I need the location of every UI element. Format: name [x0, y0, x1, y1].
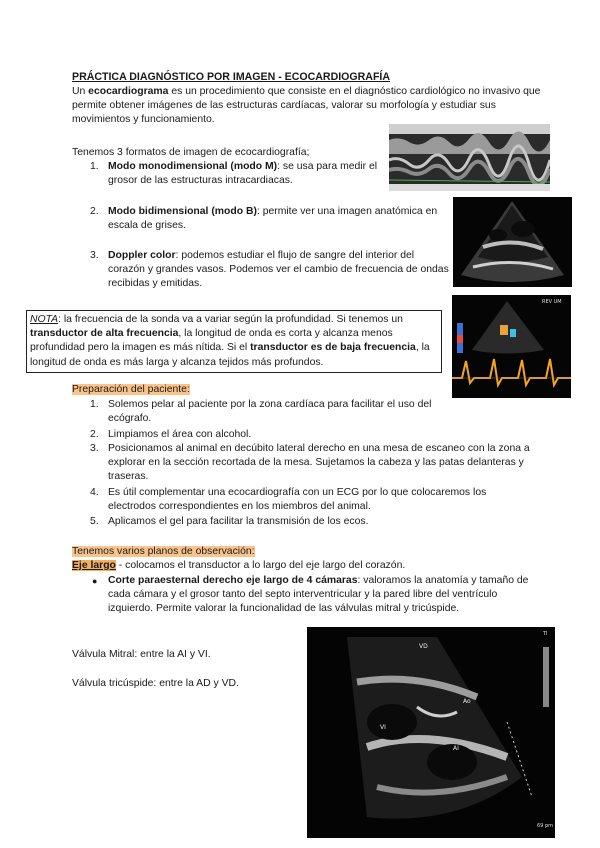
format-bold: Modo bidimensional (modo B)	[108, 206, 257, 217]
echo-long-axis-image	[307, 627, 555, 838]
format-item-2	[90, 205, 455, 233]
label-ai: AI	[453, 745, 459, 752]
label-depth: 69 pm	[537, 823, 553, 829]
prep-num: 4.	[90, 487, 99, 498]
planes-heading-text: Tenemos varios planos de observación:	[72, 546, 255, 557]
prep-num: 1.	[90, 399, 99, 410]
prep-item-2	[90, 428, 530, 442]
label-vd: VD	[419, 643, 428, 650]
format-item-3	[90, 249, 450, 292]
label-vi: VI	[380, 724, 386, 731]
bullet-bold: Corte paraesternal derecho eje largo de 4 cámaras	[108, 575, 358, 586]
formats-lead: Tenemos 3 formatos de imagen de ecocardiografía;	[72, 147, 310, 158]
format-text: : se usa para medir el grosor de las estructuras intracardiacas.	[108, 161, 378, 187]
format-text: : permite ver una imagen anatómica en escala de grises.	[108, 206, 438, 232]
prep-text: Posicionamos al animal en decúbito lateral derecho en una mesa de escaneo con la zona a explorar en la sección recortada de la mesa. Sujetamos la cabeza y las patas delanteras y traseras.	[108, 443, 530, 483]
format-bold: Doppler color	[108, 250, 176, 261]
prep-text: Solemos pelar al paciente por la zona cardíaca para facilitar el uso del ecógrafo.	[108, 399, 432, 425]
prep-item-1	[90, 398, 460, 426]
doppler-header-label: REV UM	[542, 299, 562, 305]
prep-heading-text: Preparación del paciente:	[72, 384, 190, 395]
note-text-2: , la longitud de onda es corta y alcanza menos profundidad pero la imagen es más nítida. Si el	[30, 328, 393, 354]
planes-heading	[72, 545, 255, 559]
note-bold-1: transductor de alta frecuencia	[30, 328, 179, 340]
label-top: TI	[543, 631, 548, 637]
intro-term: ecocardiograma	[88, 86, 169, 97]
intro-rest: es un procedimiento que consiste en el diagnóstico cardiológico no invasivo que permite obtener imágenes de las estructuras cardíacas, valorar su morfología y estudiar sus movimientos y funcionamiento.	[72, 86, 541, 126]
prep-text: Es útil complementar una ecocardiografía con un ECG por lo que colocaremos los electrodos correspondientes en los miembros del animal.	[108, 487, 487, 513]
prep-item-4	[90, 486, 530, 514]
doppler-graphic	[452, 295, 571, 398]
prep-num: 2.	[90, 429, 99, 440]
echo-graphic	[307, 627, 555, 838]
plane-bullet	[92, 574, 532, 617]
format-num: 1.	[90, 161, 99, 172]
axis-line	[72, 559, 532, 573]
valve-mitral: Válvula Mitral: entre la AI y VI.	[72, 649, 211, 660]
prep-text: Aplicamos el gel para facilitar la transmisión de los ecos.	[108, 516, 369, 527]
note-label: NOTA	[30, 314, 59, 325]
note-text-3: , la longitud de onda es más larga y alcanza tejidos más profundos.	[30, 342, 430, 368]
doppler-image	[452, 295, 571, 398]
m-mode-graphic	[389, 124, 550, 191]
m-mode-image	[389, 124, 550, 191]
valve-tricuspid: Válvula tricúspide: entre la AD y VD.	[72, 678, 239, 689]
prep-heading	[72, 383, 190, 397]
prep-num: 5.	[90, 516, 99, 527]
intro-prefix: Un	[72, 86, 89, 97]
format-item-1	[90, 160, 380, 188]
prep-item-5	[90, 515, 530, 529]
label-ao: Ao	[463, 698, 471, 705]
format-bold: Modo monodimensional (modo M)	[108, 161, 278, 172]
note-bold-2: transductor es de baja frecuencia	[250, 342, 416, 354]
b-mode-graphic	[453, 197, 572, 287]
page-title: PRÁCTICA DIAGNÓSTICO POR IMAGEN - ECOCARDIOGRAFÍA	[72, 71, 391, 83]
prep-text: Limpiamos el área con alcohol.	[108, 429, 252, 440]
format-num: 3.	[90, 250, 99, 261]
bullet-dot-icon: ●	[92, 576, 98, 586]
axis-text: - colocamos el transductor a lo largo del eje largo del corazón.	[115, 560, 406, 571]
format-text: : podemos estudiar el flujo de sangre del interior del corazón y grandes vasos. Podemos ver el cambio de frecuencia de ondas recibidas y emitidas.	[108, 250, 449, 290]
note-box	[26, 310, 442, 373]
intro-paragraph	[72, 85, 542, 128]
axis-label: Eje largo	[72, 560, 116, 571]
prep-num: 3.	[90, 443, 99, 454]
format-num: 2.	[90, 206, 99, 217]
bullet-text: : valoramos la anatomía y tamaño de cada cámara y el grosor tanto del septo interventricular y la pared libre del ventrículo izquierdo. Permite valorar la funcionalidad de las válvulas mitral y tricúspide.	[108, 575, 529, 615]
prep-item-3	[90, 442, 530, 485]
b-mode-image	[453, 197, 572, 287]
note-text-1: : la frecuencia de la sonda va a variar según la profundidad. Si tenemos un	[58, 314, 403, 325]
